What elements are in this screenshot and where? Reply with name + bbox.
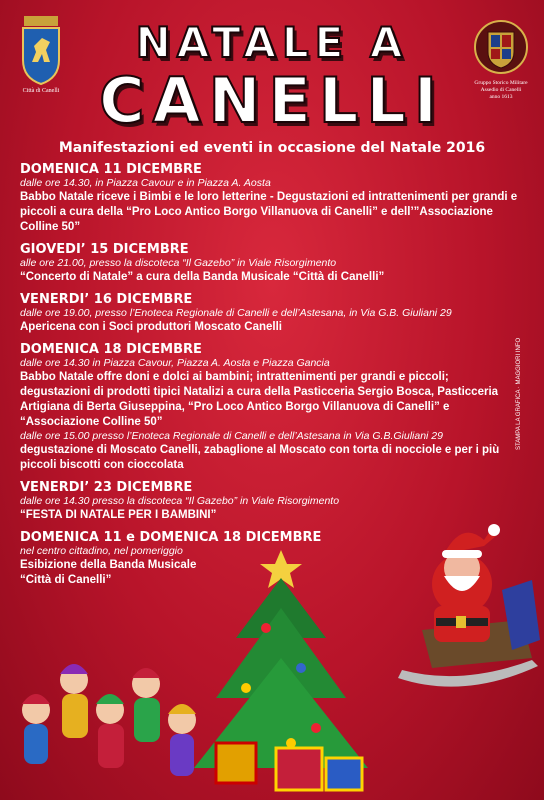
event-description: Babbo Natale offre doni e dolci ai bambini; intrattenimenti per grandi e piccoli; degustazioni di prodotti tipici Natalizi a cura della Pasticceria Sergio Bosca, Pasticceria Artigiana di Berta Giuseppina, “Pro Loco Antico Borgo Villanuova di Canelli” e “Associazione Colline 50”: [20, 371, 499, 428]
event-date: DOMENICA 11 e DOMENICA 18 DICEMBRE: [20, 530, 322, 545]
event-item: [20, 242, 520, 285]
poster-subtitle: Manifestazioni ed eventi in occasione del Natale 2016: [58, 140, 486, 156]
event-description: degustazione di Moscato Canelli, zabaglione al Moscato con torta di nocciole e per i più piccoli biscotti con cioccolata: [20, 444, 500, 471]
event-date: GIOVEDI’ 15 DICEMBRE: [20, 242, 189, 257]
poster-title-line2: CANELLI: [99, 64, 445, 137]
event-time-place: dalle ore 19.00, presso l’Enoteca Regionale di Canelli e dell’Astesana, in Via G.B. Giuliani 29: [20, 307, 452, 319]
poster-title-line1: NATALE A: [135, 18, 409, 67]
event-description: Apericena con i Soci produttori Moscato Canelli: [20, 321, 282, 333]
event-description: “Città di Canelli”: [20, 574, 112, 586]
event-time-place: dalle ore 14.30, in Piazza Cavour e in Piazza A. Aosta: [20, 177, 271, 189]
event-time-place: dalle ore 14.30 in Piazza Cavour, Piazza A. Aosta e Piazza Gancia: [20, 357, 330, 369]
event-date: VENERDI’ 23 DICEMBRE: [20, 480, 193, 495]
crest-caption: Città di Canelli: [22, 88, 60, 94]
event-date: DOMENICA 18 DICEMBRE: [20, 342, 202, 357]
seal-caption-line: anno 1613: [489, 94, 513, 100]
event-item: [20, 292, 520, 335]
event-item: [20, 342, 520, 473]
seal-caption-line: Gruppo Storico Militare: [474, 80, 528, 86]
event-description: Esibizione della Banda Musicale: [20, 559, 197, 571]
event-time-place: alle ore 21.00, presso la discoteca “Il Gazebo” in Viale Risorgimento: [20, 257, 337, 269]
event-date: VENERDI’ 16 DICEMBRE: [20, 292, 193, 307]
event-description: Babbo Natale riceve i Bimbi e le loro letterine - Degustazioni ed intrattenimenti per grandi e piccoli a cura della “Pro Loco Antico Borgo Villanuova di Canelli” e dell’”Associazione Colline 50”: [20, 191, 518, 233]
children-illustration: [6, 640, 206, 800]
event-item: [20, 162, 520, 235]
event-time-place: dalle ore 14.30 presso la discoteca “Il Gazebo” in Viale Risorgimento: [20, 495, 340, 507]
event-description: “FESTA DI NATALE PER I BAMBINI”: [20, 509, 217, 521]
event-description: “Concerto di Natale” a cura della Banda Musicale “Città di Canelli”: [20, 271, 385, 283]
side-print-credit: STAMPA LA GRAFICA · MAGGIORI INFO: [516, 337, 522, 450]
event-time-place: dalle ore 15.00 presso l’Enoteca Regionale di Canelli e dell’Astesana in Via G.B.Giuliani 29: [20, 430, 443, 442]
event-time-place: nel centro cittadino, nel pomeriggio: [20, 545, 183, 557]
seal-caption-line: Assedio di Canelli: [480, 87, 522, 93]
santa-sleigh-illustration: [392, 510, 542, 700]
christmas-tree-illustration: [186, 548, 376, 798]
event-date: DOMENICA 11 DICEMBRE: [20, 162, 202, 177]
